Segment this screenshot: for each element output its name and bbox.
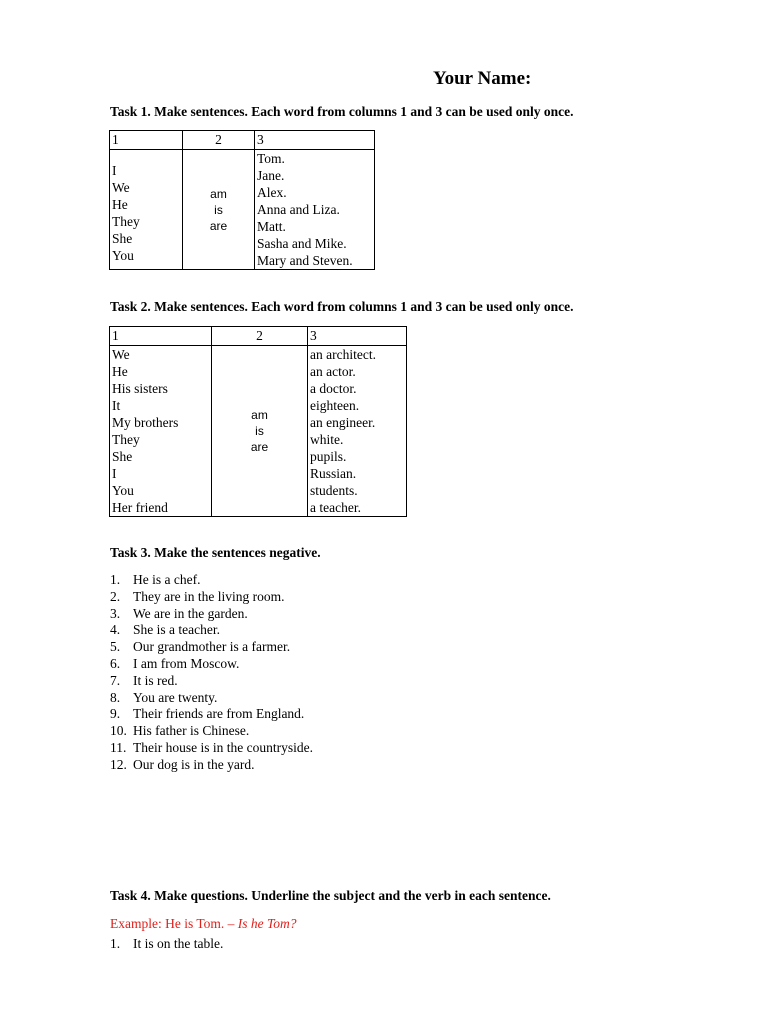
list-item: My brothers	[112, 415, 179, 430]
item-number: 11.	[110, 739, 127, 755]
item-number: 1.	[110, 572, 121, 587]
list-item: I	[112, 162, 117, 178]
item-text: He is a chef.	[133, 572, 201, 587]
list-item: Tom.	[257, 151, 285, 166]
list-item	[110, 723, 313, 740]
list-item: She	[112, 449, 133, 464]
item-number: 9.	[110, 706, 121, 722]
verb-am: am	[210, 186, 227, 201]
negative-sentence-list	[110, 572, 313, 774]
task2-table	[109, 326, 407, 517]
list-item: Alex.	[257, 185, 287, 200]
item-text: They are in the living room.	[133, 588, 285, 604]
list-item: Jane.	[257, 168, 285, 183]
list-item: We	[112, 347, 130, 362]
item-text: Their friends are from England.	[133, 706, 305, 722]
table-body-row	[110, 346, 407, 517]
item-number: 1.	[110, 936, 121, 951]
list-item	[110, 936, 223, 952]
list-item	[110, 572, 313, 589]
list-item	[110, 673, 313, 690]
list-item: Her friend	[112, 500, 168, 515]
list-item: eighteen.	[310, 398, 360, 413]
column-3-header: 3	[308, 327, 407, 346]
item-text: His father is Chinese.	[133, 723, 250, 739]
list-item: Sasha and Mike.	[257, 236, 347, 251]
item-number: 2.	[110, 588, 121, 604]
item-text: Their house is in the countryside.	[133, 739, 313, 755]
item-number: 10.	[110, 723, 127, 739]
item-number: 4.	[110, 622, 121, 638]
list-item: He	[112, 364, 128, 379]
list-item: an engineer.	[310, 415, 376, 430]
item-number: 7.	[110, 672, 121, 688]
item-number: 3.	[110, 605, 121, 621]
list-item: an architect.	[310, 347, 376, 362]
list-item: He	[112, 196, 128, 212]
table-header-row	[110, 131, 375, 150]
verb-are: are	[209, 218, 228, 233]
task4-heading: Task 4. Make questions. Underline the subject and the verb in each sentence.	[110, 888, 551, 903]
list-item	[110, 589, 313, 606]
list-item: Matt.	[257, 219, 286, 234]
verb-are: are	[250, 440, 269, 454]
list-item: students.	[310, 483, 358, 498]
column-1-header: 1	[110, 131, 183, 150]
list-item: You	[112, 247, 134, 263]
column-1-cell	[110, 150, 183, 270]
item-text: It is on the table.	[133, 936, 224, 951]
item-number: 12.	[110, 756, 127, 772]
verb-is: is	[214, 202, 223, 217]
column-1-header: 1	[110, 327, 212, 346]
item-text: It is red.	[133, 672, 178, 688]
list-item: She	[112, 230, 133, 246]
list-item	[110, 740, 313, 757]
list-item: They	[112, 432, 140, 447]
page-title: Your Name:	[433, 68, 532, 89]
item-number: 5.	[110, 639, 121, 655]
table-header-row	[110, 327, 407, 346]
list-item	[110, 606, 313, 623]
list-item: Russian.	[310, 466, 357, 481]
example-line	[110, 916, 297, 932]
item-text: She is a teacher.	[133, 622, 220, 638]
item-text: We are in the garden.	[133, 605, 248, 621]
example-answer: Is he Tom?	[237, 916, 297, 931]
list-item	[110, 622, 313, 639]
list-item	[110, 706, 313, 723]
item-text: Our grandmother is a farmer.	[133, 639, 291, 655]
list-item: an actor.	[310, 364, 356, 379]
column-3-cell	[255, 150, 375, 270]
column-1-cell	[110, 346, 212, 517]
column-3-header: 3	[255, 131, 375, 150]
task3-heading: Task 3. Make the sentences negative.	[110, 545, 321, 560]
list-item: Anna and Liza.	[257, 202, 340, 217]
list-item	[110, 690, 313, 707]
list-item: It	[112, 398, 121, 413]
list-item	[110, 639, 313, 656]
item-number: 6.	[110, 655, 121, 671]
item-text: You are twenty.	[133, 689, 218, 705]
list-item: You	[112, 483, 134, 498]
item-number: 8.	[110, 689, 121, 705]
column-2-cell	[183, 150, 255, 270]
verb-am: am	[251, 408, 268, 422]
list-item	[110, 757, 313, 774]
list-item: a doctor.	[310, 381, 357, 396]
list-item: His sisters	[112, 381, 168, 396]
column-2-header: 2	[183, 131, 255, 150]
list-item: white.	[310, 432, 344, 447]
list-item: Mary and Steven.	[257, 253, 353, 268]
list-item: a teacher.	[310, 500, 361, 515]
task1-table	[109, 130, 375, 270]
list-item: We	[112, 179, 130, 195]
column-2-header: 2	[212, 327, 308, 346]
list-item: pupils.	[310, 449, 347, 464]
item-text: I am from Moscow.	[133, 655, 240, 671]
item-text: Our dog is in the yard.	[133, 756, 255, 772]
column-2-cell	[212, 346, 308, 517]
example-prefix: Example: He is Tom. –	[110, 916, 238, 931]
list-item: I	[112, 466, 117, 481]
task2-heading: Task 2. Make sentences. Each word from columns 1 and 3 can be used only once.	[110, 299, 574, 314]
verb-is: is	[255, 424, 264, 438]
task1-heading: Task 1. Make sentences. Each word from columns 1 and 3 can be used only once.	[110, 104, 574, 119]
list-item	[110, 656, 313, 673]
list-item: They	[112, 213, 140, 229]
table-body-row	[110, 150, 375, 270]
column-3-cell	[308, 346, 407, 517]
